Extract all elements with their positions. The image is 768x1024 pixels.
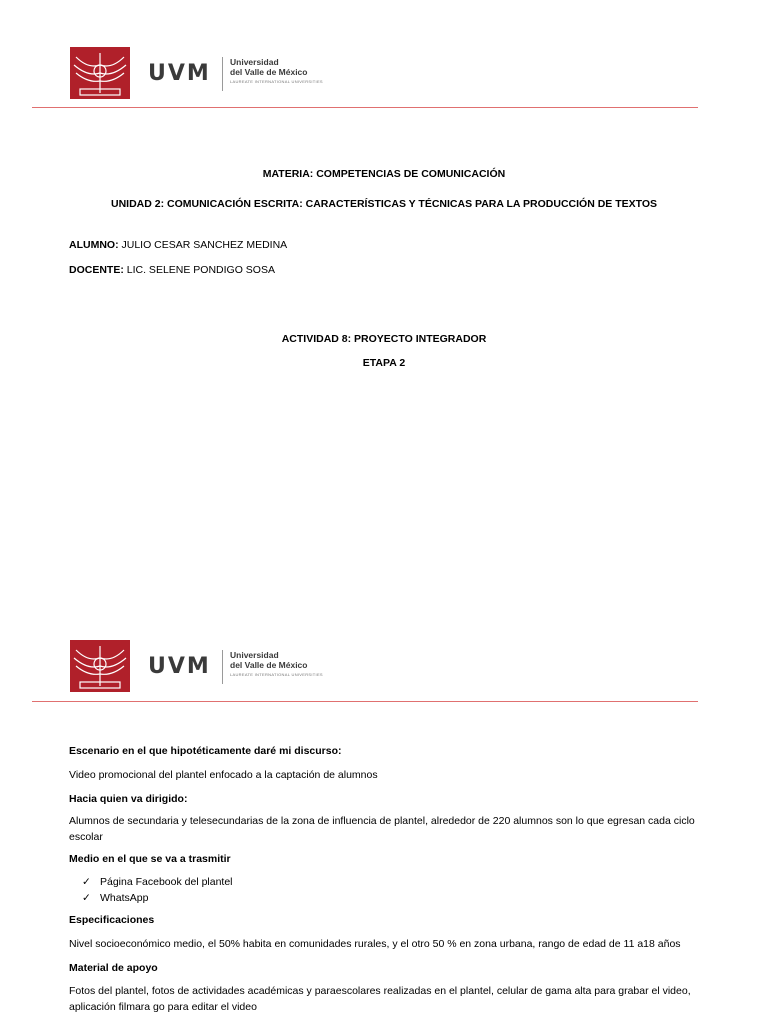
university-seal-icon xyxy=(70,640,130,692)
university-seal-icon xyxy=(70,47,130,99)
laureate-tagline: LAUREATE INTERNATIONAL UNIVERSITIES xyxy=(230,79,323,84)
etapa-title: ETAPA 2 xyxy=(362,357,406,369)
alumno-label: ALUMNO: xyxy=(69,239,119,251)
logo-divider xyxy=(222,57,223,91)
checkmark-icon: ✓ xyxy=(82,892,91,904)
escenario-heading: Escenario en el que hipotéticamente daré mi discurso: xyxy=(69,745,342,757)
escenario-text: Video promocional del plantel enfocado a la captación de alumnos xyxy=(69,769,378,781)
university-name: Universidad del Valle de México xyxy=(230,57,308,77)
medio-item: Página Facebook del plantel xyxy=(100,876,233,888)
medio-heading: Medio en el que se va a trasmitir xyxy=(69,853,231,865)
materia-title: MATERIA: COMPETENCIAS DE COMUNICACIÓN xyxy=(262,168,506,180)
uvm-logo-text: UVM xyxy=(148,61,211,86)
docente-line xyxy=(69,264,275,276)
dirigido-heading: Hacia quien va dirigido: xyxy=(69,793,188,805)
logo-divider xyxy=(222,650,223,684)
alumno-value: JULIO CESAR SANCHEZ MEDINA xyxy=(118,239,288,251)
material-text-cont: aplicación filmara go para editar el video xyxy=(69,1001,257,1013)
especificaciones-heading: Especificaciones xyxy=(69,914,155,926)
page-header-logo-2 xyxy=(70,640,370,696)
checkmark-icon: ✓ xyxy=(82,876,91,888)
university-name: Universidad del Valle de México xyxy=(230,650,308,670)
docente-value: LIC. SELENE PONDIGO SOSA xyxy=(123,264,275,276)
material-text: Fotos del plantel, fotos de actividades académicas y paraescolares realizadas en el plantel, celular de gama alta para grabar el video, xyxy=(69,985,691,997)
laureate-tagline: LAUREATE INTERNATIONAL UNIVERSITIES xyxy=(230,672,323,677)
uvm-logo-text: UVM xyxy=(148,654,211,679)
medio-item: WhatsApp xyxy=(100,892,149,904)
dirigido-text-cont: escolar xyxy=(69,831,103,843)
header-rule xyxy=(32,107,698,108)
alumno-line xyxy=(69,239,287,251)
actividad-title: ACTIVIDAD 8: PROYECTO INTEGRADOR xyxy=(281,333,487,345)
docente-label: DOCENTE: xyxy=(69,264,124,276)
dirigido-text: Alumnos de secundaria y telesecundarias de la zona de influencia de plantel, alrededor de 220 alumnos son lo que egresan cada ciclo xyxy=(69,815,695,827)
unidad-title: UNIDAD 2: COMUNICACIÓN ESCRITA: CARACTERÍSTICAS Y TÉCNICAS PARA LA PRODUCCIÓN DE TEXTOS xyxy=(110,198,658,210)
material-heading: Material de apoyo xyxy=(69,962,158,974)
header-rule-2 xyxy=(32,701,698,702)
page-header-logo xyxy=(70,47,370,103)
especificaciones-text: Nivel socioeconómico medio, el 50% habita en comunidades rurales, y el otro 50 % en zona urbana, rango de edad de 11 a18 años xyxy=(69,938,681,950)
